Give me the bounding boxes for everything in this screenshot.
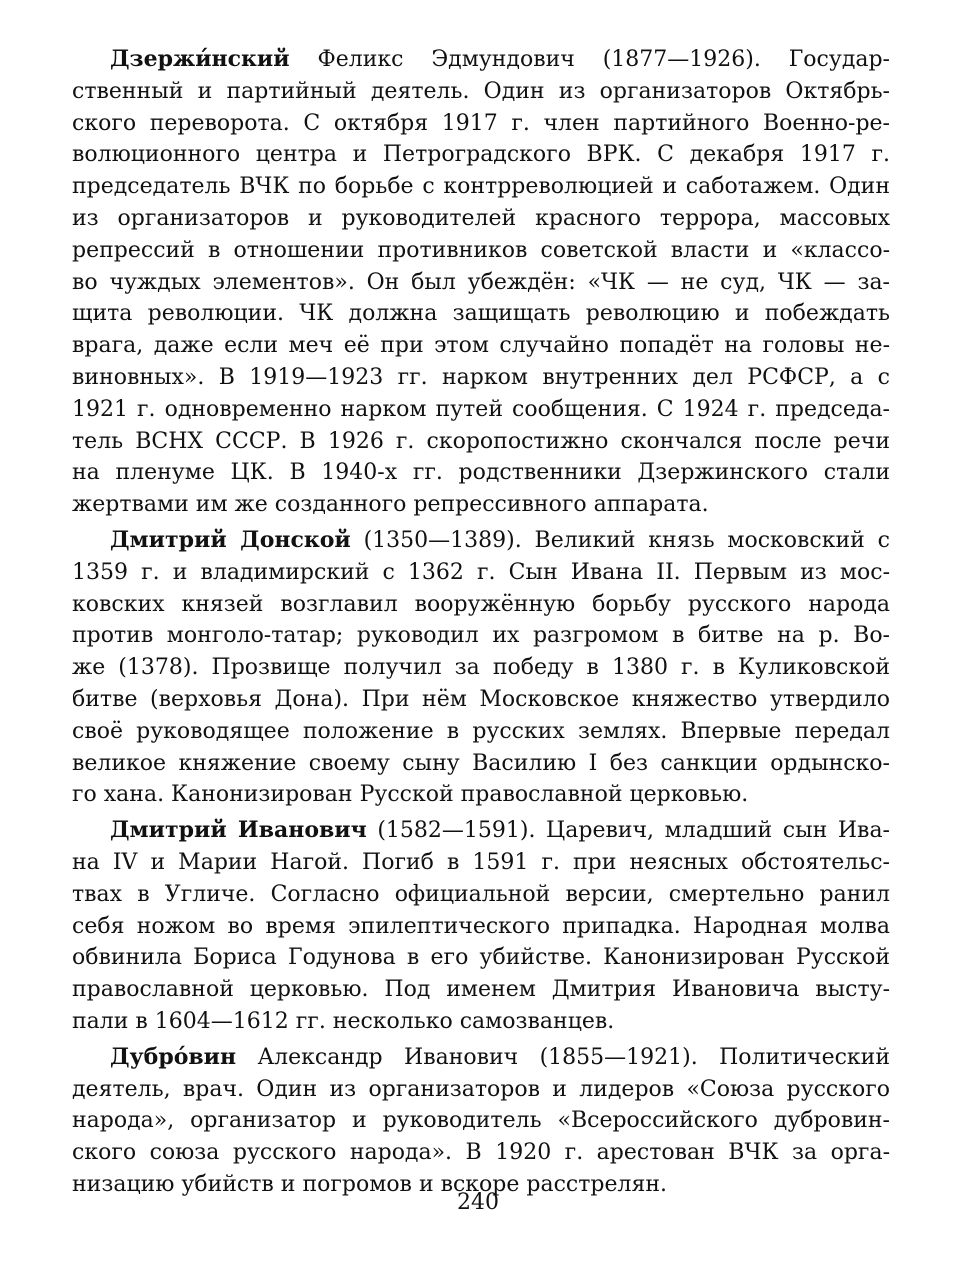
entry-line: против монголо-татар; руководил их разгромом в битве на р. Во- [72,623,890,649]
entry-line: себя ножом во время эпилептического припадка. Народная молва [72,913,890,939]
entry-line: на пленуме ЦК. В 1940-х гг. родственники Дзержинского стали [72,460,890,486]
entry-line: народа», организатор и руководитель «Всероссийского дубровин- [72,1108,890,1134]
entry-line: врага, даже если меч её при этом случайно попадёт на головы не- [72,333,890,359]
entry-line: битве (верховья Дона). При нём Московское княжество утвердило [72,686,890,712]
entry-line: же (1378). Прозвище получил за победу в 1380 г. в Куликовской [72,655,890,681]
entry-line: ского союза русского народа». В 1920 г. арестован ВЧК за орга- [72,1140,890,1166]
entry-line: ственный и партийный деятель. Один из организаторов Октябрь- [72,78,890,104]
entry-line: тель ВСНХ СССР. В 1926 г. скоропостижно скончался после речи [72,428,890,454]
entry-dmitry-ivanovich [72,815,890,1038]
entry-line: православной церковью. Под именем Дмитрия Ивановича высту- [72,977,890,1003]
entry-line: Дмитрий Донской (1350—1389). Великий князь московский с [110,526,890,553]
entry-line: волюционного центра и Петроградского ВРК. С декабря 1917 г. [72,142,890,168]
entry-line: щита революции. ЧК должна защищать революцию и побеждать [72,301,890,327]
entry-line: из организаторов и руководителей красного террора, массовых [72,205,890,231]
entry-line: своё руководящее положение в русских землях. Впервые передал [72,718,890,744]
entry-line: во чуждых элементов». Он был убеждён: «ЧК — не суд, ЧК — за- [72,269,890,295]
entry-line: низацию убийств и погромов и вскоре расстрелян. [72,1171,668,1197]
entry-name: Дубро́вин [110,1043,237,1070]
entry-line: Дубро́вин Александр Иванович (1855—1921). Политический [110,1043,890,1070]
entry-line: обвинила Бориса Годунова в его убийстве. Канонизирован Русской [72,945,890,971]
entry-line: Дмитрий Иванович (1582—1591). Царевич, младший сын Ива- [110,817,890,844]
entry-dmitry-donskoy [72,525,890,811]
entry-line: пали в 1604—1612 гг. несколько самозванцев. [72,1008,615,1034]
entry-line: Дзержи́нский Феликс Эдмундович (1877—1926). Государ- [110,46,890,72]
document-page [72,44,890,1205]
entry-line: на IV и Марии Нагой. Погиб в 1591 г. при неясных обстоятельс- [72,849,890,875]
entry-line: репрессий в отношении противников советской власти и «классо- [72,237,890,263]
entry-dubrovin [72,1042,890,1201]
entry-line: ковских князей возглавил вооружённую борьбу русского народа [72,591,890,617]
entry-line: великое княжение своему сыну Василию I без санкции ордынско- [72,750,890,776]
entry-dzerzhinsky [72,44,890,521]
entry-name: Дмитрий Иванович [110,817,367,844]
entry-line: виновных». В 1919—1923 гг. нарком внутренних дел РСФСР, а с [72,364,890,390]
entry-line: 1921 г. одновременно нарком путей сообщения. С 1924 г. председа- [72,396,890,422]
entry-line: 1359 г. и владимирский с 1362 г. Сын Ивана II. Первым из мос- [72,559,890,585]
page-number: 240 [457,1190,499,1215]
entry-line: жертвами им же созданного репрессивного аппарата. [72,492,709,518]
entry-line: твах в Угличе. Согласно официальной версии, смертельно ранил [72,881,890,907]
entry-line: председатель ВЧК по борьбе с контрреволюцией и саботажем. Один [72,174,890,200]
entry-line: го хана. Канонизирован Русской православной церковью. [72,782,749,808]
entry-line: деятель, врач. Один из организаторов и лидеров «Союза русского [72,1076,890,1102]
entry-name: Дзержи́нский [110,46,290,72]
entry-line: ского переворота. С октября 1917 г. член партийного Военно-ре- [72,110,890,136]
entry-name: Дмитрий Донской [110,526,351,553]
